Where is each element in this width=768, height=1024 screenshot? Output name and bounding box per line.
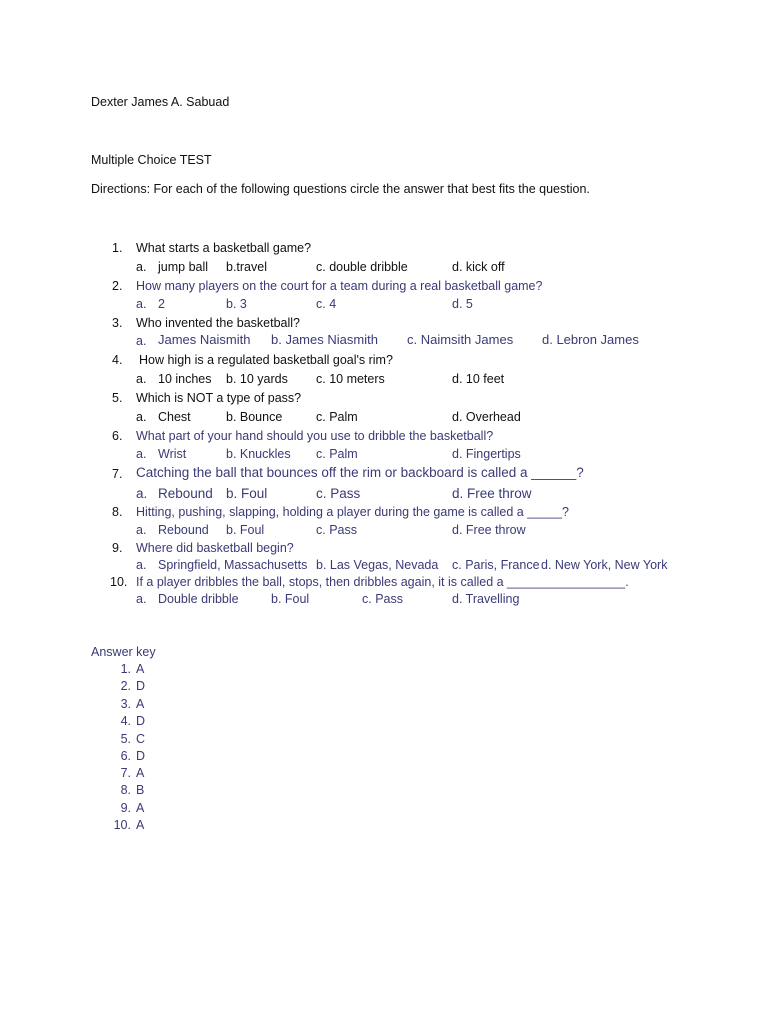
author-name: Dexter James A. Sabuad (91, 95, 230, 109)
choice-b: b. James Niasmith (271, 332, 378, 347)
choice-d: d. kick off (452, 260, 505, 274)
question-text: Catching the ball that bounces off the rim or backboard is called a ______? (136, 465, 584, 480)
choice-b: b. Foul (271, 592, 310, 606)
answer-letter: D (136, 714, 146, 728)
choice-d: d. 10 feet (452, 372, 505, 386)
question-text: Who invented the basketball? (136, 316, 300, 330)
choice-c: c. Naimsith James (407, 332, 514, 347)
question-text: Which is NOT a type of pass? (136, 391, 302, 405)
choice-c: c. Palm (316, 410, 358, 424)
choice-d: d. Free throw (452, 486, 532, 501)
choice-a: 2 (158, 297, 165, 311)
choice-letter: a. (136, 486, 148, 501)
choice-d: d. Travelling (452, 592, 520, 606)
question-text: What starts a basketball game? (136, 241, 312, 255)
question-number: 2. (112, 279, 123, 293)
choice-b: b. Knuckles (226, 447, 291, 461)
choice-letter: a. (136, 372, 147, 386)
answer-number: 4. (120, 714, 131, 728)
question-number: 8. (112, 505, 123, 519)
choice-b: b. Foul (226, 486, 268, 501)
choice-letter: a. (136, 523, 147, 537)
directions: Directions: For each of the following questions circle the answer that best fits the question. (91, 182, 590, 196)
answer-letter: D (136, 749, 146, 763)
question-number: 4. (112, 353, 123, 367)
choice-a: 10 inches (158, 372, 212, 386)
question-number: 3. (112, 316, 123, 330)
answer-number: 8. (120, 783, 131, 797)
choice-c: c. 10 meters (316, 372, 385, 386)
answer-key-title: Answer key (91, 645, 156, 659)
choice-d: d. 5 (452, 297, 473, 311)
answer-number: 6. (120, 749, 131, 763)
choice-c: c. double dribble (316, 260, 408, 274)
question-text: What part of your hand should you use to dribble the basketball? (136, 429, 494, 443)
choice-letter: a. (136, 592, 147, 606)
choice-b: b. Las Vegas, Nevada (316, 558, 439, 572)
choice-c: c. Pass (316, 523, 357, 537)
choice-a: Double dribble (158, 592, 239, 606)
choice-c: c. Palm (316, 447, 358, 461)
choice-a: Springfield, Massachusetts (158, 558, 308, 572)
choice-d: d. Overhead (452, 410, 521, 424)
answer-number: 10. (113, 818, 131, 832)
answer-number: 2. (120, 679, 131, 693)
answer-letter: D (136, 679, 146, 693)
answer-letter: A (136, 818, 145, 832)
choice-b: b.travel (226, 260, 267, 274)
answer-letter: A (136, 766, 145, 780)
choice-a: jump ball (158, 260, 209, 274)
choice-c: c. Paris, France (452, 558, 540, 572)
answer-letter: A (136, 697, 145, 711)
choice-d: d. Free throw (452, 523, 526, 537)
question-number: 7. (112, 467, 123, 481)
answer-number: 3. (120, 697, 131, 711)
choice-c: c. Pass (316, 486, 361, 501)
choice-letter: a. (136, 447, 147, 461)
choice-c: c. 4 (316, 297, 337, 311)
answer-letter: C (136, 732, 146, 746)
question-text: If a player dribbles the ball, stops, then dribbles again, it is called a _________________. (136, 575, 629, 589)
choice-b: b. Bounce (226, 410, 283, 424)
question-text: Hitting, pushing, slapping, holding a player during the game is called a _____? (136, 505, 569, 519)
question-text: Where did basketball begin? (136, 541, 294, 555)
answer-letter: A (136, 662, 145, 676)
choice-d: d. New York, New York (541, 558, 668, 572)
choice-a: James Naismith (158, 332, 251, 347)
choice-a: Rebound (158, 486, 213, 501)
question-number: 6. (112, 429, 123, 443)
answer-number: 7. (120, 766, 131, 780)
answer-number: 5. (120, 732, 131, 746)
answer-number: 1. (120, 662, 131, 676)
choice-letter: a. (136, 410, 147, 424)
question-text: How many players on the court for a team during a real basketball game? (136, 279, 543, 293)
answer-letter: A (136, 801, 145, 815)
choice-d: d. Fingertips (452, 447, 521, 461)
answer-number: 9. (120, 801, 131, 815)
question-text: How high is a regulated basketball goal's rim? (139, 353, 393, 367)
test-heading: Multiple Choice TEST (91, 153, 212, 167)
choice-b: b. Foul (226, 523, 265, 537)
question-number: 1. (112, 241, 123, 255)
choice-letter: a. (136, 558, 147, 572)
choice-b: b. 3 (226, 297, 247, 311)
choice-a: Wrist (158, 447, 187, 461)
choice-a: Chest (158, 410, 191, 424)
answer-letter: B (136, 783, 145, 797)
question-number: 10. (110, 575, 128, 589)
question-number: 9. (112, 541, 123, 555)
choice-b: b. 10 yards (226, 372, 288, 386)
question-number: 5. (112, 391, 123, 405)
choice-a: Rebound (158, 523, 209, 537)
choice-d: d. Lebron James (542, 332, 639, 347)
choice-letter: a. (136, 297, 147, 311)
choice-c: c. Pass (362, 592, 403, 606)
choice-letter: a. (136, 260, 147, 274)
choice-letter: a. (136, 334, 147, 348)
